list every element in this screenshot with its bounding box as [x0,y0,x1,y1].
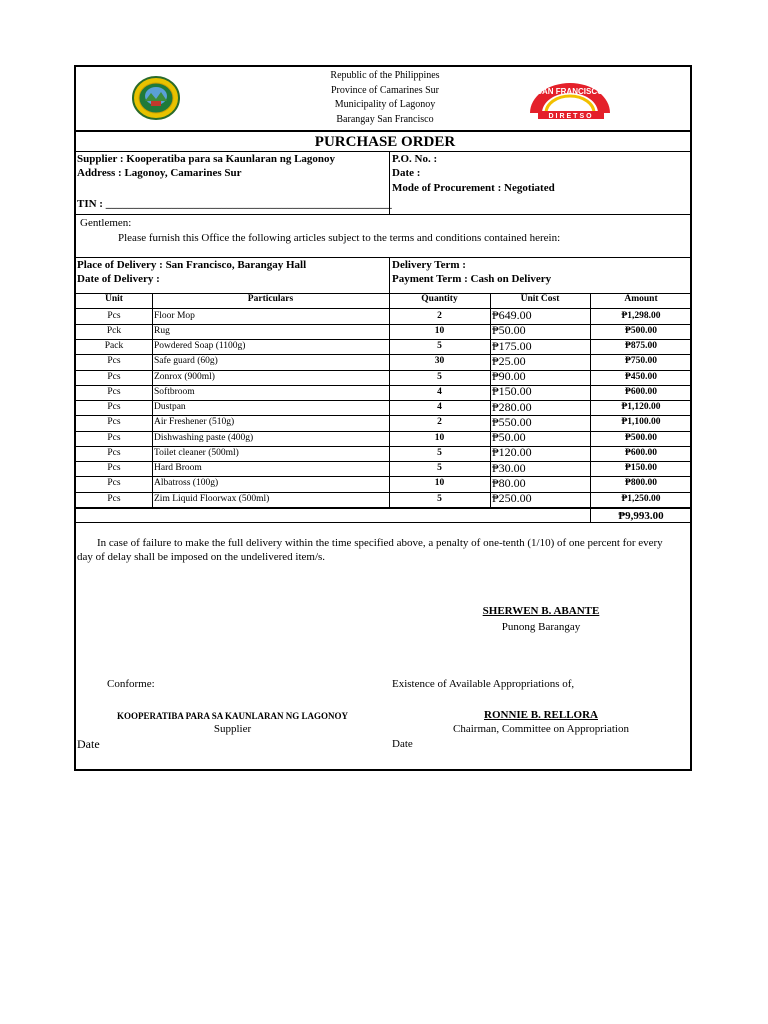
cell-quantity: 5 [437,493,442,504]
cell-unit-cost: ₱280.00 [492,399,532,414]
row-divider [76,370,692,371]
cell-quantity: 2 [437,310,442,321]
cell-unit: Pcs [107,463,121,473]
date-left-label: Date [77,737,100,751]
cell-unit-cost: ₱50.00 [492,323,526,338]
payment-term: Payment Term : Cash on Delivery [392,273,552,285]
cell-particulars: Floor Mop [154,310,195,321]
cell-quantity: 5 [437,463,442,473]
cell-unit: Pcs [107,386,121,397]
cell-quantity: 2 [437,417,442,428]
cell-unit-cost: ₱175.00 [492,338,532,353]
date-right-label: Date [392,738,413,750]
col-header-particulars: Particulars [247,294,294,304]
supplier-line: Supplier : Kooperatiba para sa Kaunlaran ng Lagonoy [77,153,336,165]
total-amount: ₱9,993.00 [618,510,664,522]
cell-particulars: Rug [154,325,170,336]
cell-unit: Pcs [107,417,121,428]
cell-quantity: 10 [434,478,445,489]
row-divider [76,339,692,340]
cell-unit: Pcs [107,478,121,489]
cell-unit-cost: ₱50.00 [492,430,526,444]
header-line-2: Province of Camarines Sur [330,84,440,96]
cell-particulars: Powdered Soap (1100g) [154,341,246,351]
penalty-line-2: day of delay shall be imposed on the undelivered item/s. [77,551,326,563]
page-title: PURCHASE ORDER [314,134,456,150]
po-date: Date : [392,167,421,179]
row-divider [76,400,692,401]
cell-unit-cost: ₱649.00 [492,308,532,322]
cell-quantity: 10 [434,325,445,336]
header-line-4: Barangay San Francisco [336,113,434,125]
cell-unit-cost: ₱550.00 [492,414,532,429]
place-of-delivery: Place of Delivery : San Francisco, Barangay Hall [77,259,307,271]
cell-amount: ₱150.00 [625,463,657,473]
cell-amount: ₱600.00 [625,447,657,458]
cell-quantity: 4 [437,386,442,397]
col-header-quantity: Quantity [421,294,458,304]
mode-of-procurement: Mode of Procurement : Negotiated [392,182,555,194]
col-header-unit-cost: Unit Cost [520,294,560,304]
cell-quantity: 5 [437,341,442,351]
cell-unit: Pcs [107,432,121,443]
cell-unit: Pcs [107,402,121,412]
chairman-title: Chairman, Committee on Appropriation [453,723,629,735]
cell-amount: ₱1,298.00 [621,310,661,321]
cell-unit-cost: ₱250.00 [492,491,532,505]
cell-particulars: Albatross (100g) [154,478,219,489]
cell-amount: ₱1,100.00 [621,417,661,428]
cell-unit: Pck [106,325,122,336]
row-divider [76,492,692,493]
cell-amount: ₱875.00 [625,341,657,351]
cell-quantity: 5 [437,371,442,382]
cell-amount: ₱1,120.00 [621,402,661,412]
address-line: Address : Lagonoy, Camarines Sur [77,167,242,179]
cell-amount: ₱800.00 [625,478,657,489]
header-line-1: Republic of the Philippines [330,70,440,81]
logo-bottom-text: DIRETSO [548,113,594,119]
cell-particulars: Softbroom [154,386,195,397]
chairman-name: RONNIE B. RELLORA [484,709,598,721]
row-divider [76,324,692,325]
cell-amount: ₱500.00 [625,432,657,443]
cell-unit-cost: ₱80.00 [492,475,526,490]
row-divider [76,385,692,386]
supplier-signatory-label: Supplier [213,723,252,735]
cell-unit: Pcs [107,493,121,504]
conforme-label: Conforme: [107,678,155,690]
cell-unit-cost: ₱90.00 [492,369,526,383]
cell-quantity: 5 [437,447,442,458]
cell-particulars: Air Freshener (510g) [154,417,235,428]
cell-unit-cost: ₱120.00 [492,445,532,460]
official-name: SHERWEN B. ABANTE [482,605,600,617]
cell-unit: Pcs [107,371,121,382]
appropriations-label: Existence of Available Appropriations of, [392,678,575,690]
cell-amount: ₱1,250.00 [621,493,661,504]
cell-quantity: 10 [434,432,445,443]
col-header-amount: Amount [624,294,658,304]
cell-unit: Pcs [107,447,121,458]
cell-particulars: Safe guard (60g) [154,356,218,367]
tin-line: TIN : ____________________________________________________ [77,198,392,210]
cell-amount: ₱750.00 [625,356,657,367]
cell-particulars: Hard Broom [154,463,202,473]
col-header-unit: Unit [105,294,123,304]
cell-particulars: Dustpan [154,402,186,412]
cell-unit: Pcs [107,356,121,367]
header-line-3: Municipality of Lagonoy [334,99,436,110]
date-of-delivery: Date of Delivery : [77,273,160,285]
cell-quantity: 30 [434,356,445,367]
po-number: P.O. No. : [392,153,438,165]
row-divider [76,431,692,432]
row-divider [76,446,692,447]
cell-particulars: Zim Liquid Floorwax (500ml) [154,493,270,504]
letter-body: Please furnish this Office the following articles subject to the terms and conditions contained herein: [118,232,561,244]
cell-particulars: Zonrox (900ml) [154,371,215,382]
cell-unit-cost: ₱25.00 [492,353,526,368]
supplier-signatory-name: KOOPERATIBA PARA SA KAUNLARAN NG LAGONOY [117,711,348,721]
salutation: Gentlemen: [80,217,132,229]
cell-amount: ₱450.00 [625,371,657,382]
row-divider [76,461,692,462]
delivery-term: Delivery Term : [392,259,466,271]
cell-unit-cost: ₱150.00 [492,384,532,399]
logo-top-text: SAN FRANCISCO [536,87,604,96]
official-title: Punong Barangay [501,621,581,633]
cell-unit: Pack [104,341,124,351]
cell-unit-cost: ₱30.00 [492,460,526,475]
cell-particulars: Toilet cleaner (500ml) [154,447,239,458]
penalty-line-1: In case of failure to make the full delivery within the time specified above, a penalty of one-tenth (1/10) of one percent for every [97,537,663,549]
cell-quantity: 4 [437,402,442,412]
cell-particulars: Dishwashing paste (400g) [154,432,254,443]
cell-amount: ₱500.00 [625,325,657,336]
purchase-order-form [74,65,692,771]
cell-unit: Pcs [107,310,121,321]
cell-amount: ₱600.00 [625,386,657,397]
